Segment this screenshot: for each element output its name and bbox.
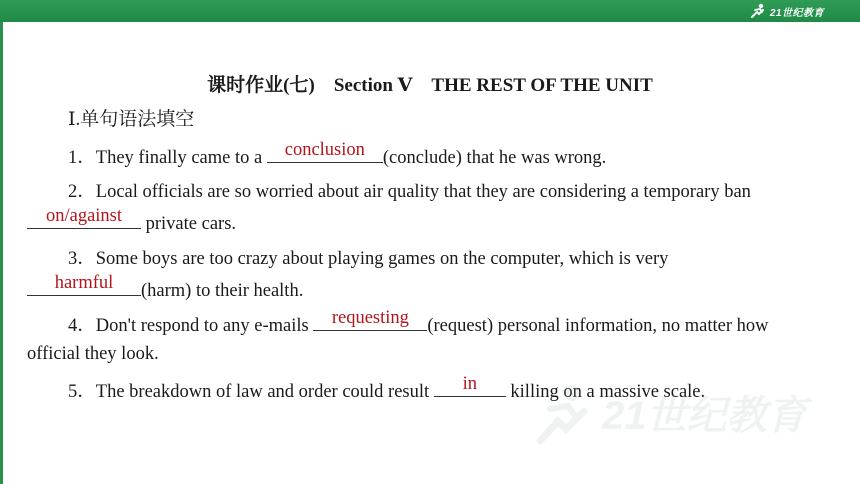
question-2-cont [27, 205, 237, 235]
runner-logo-icon [749, 3, 767, 19]
question-text: They finally came to a [95, 148, 267, 168]
answer-text: in [462, 373, 477, 394]
question-text-after: killing on a massive scale. [505, 382, 706, 402]
question-4-cont [27, 344, 159, 365]
svg-text:21世纪教育: 21世纪教育 [602, 394, 807, 438]
question-number: 4． [68, 316, 96, 336]
answer-text: harmful [54, 272, 114, 293]
answer-blank[interactable] [313, 307, 427, 331]
runner-watermark-icon [540, 385, 584, 441]
brand-logo [749, 2, 824, 20]
question-number: 3． [68, 249, 96, 269]
question-text: Some boys are too crazy about playing games on the computer, which is very [95, 249, 669, 269]
header-bar [0, 0, 860, 22]
answer-blank[interactable] [434, 373, 506, 397]
answer-blank[interactable] [267, 139, 383, 163]
question-1 [68, 139, 607, 169]
question-number: 1． [68, 148, 96, 168]
question-text-after: (request) personal information, no matter how [427, 316, 769, 336]
question-text: Local officials are so worried about air quality that they are considering a temporary ban [95, 182, 751, 202]
question-4 [68, 307, 769, 337]
question-number: 2． [68, 182, 96, 202]
answer-text: conclusion [284, 139, 365, 160]
answer-text: requesting [331, 307, 409, 328]
page-title: 课时作业(七) Section Ⅴ THE REST OF THE UNIT [207, 75, 653, 96]
answer-blank[interactable] [27, 272, 141, 296]
question-text-after: (conclude) that he was wrong. [382, 148, 607, 168]
question-text-cont: official they look. [27, 344, 159, 364]
question-number: 5． [68, 382, 96, 402]
brand-watermark [532, 379, 832, 454]
question-3 [68, 244, 668, 270]
answer-blank[interactable] [27, 205, 141, 229]
brand-logo-text: 21世纪教育 [769, 7, 824, 19]
section-heading: Ⅰ.单句语法填空 [68, 109, 195, 130]
question-3-cont [27, 272, 304, 302]
question-text: The breakdown of law and order could result [95, 382, 434, 402]
answer-text: on/against [45, 205, 123, 226]
question-text-after: private cars. [141, 214, 237, 234]
question-text-after: (harm) to their health. [141, 281, 304, 301]
question-text: Don't respond to any e-mails [95, 316, 314, 336]
question-2 [68, 177, 751, 203]
